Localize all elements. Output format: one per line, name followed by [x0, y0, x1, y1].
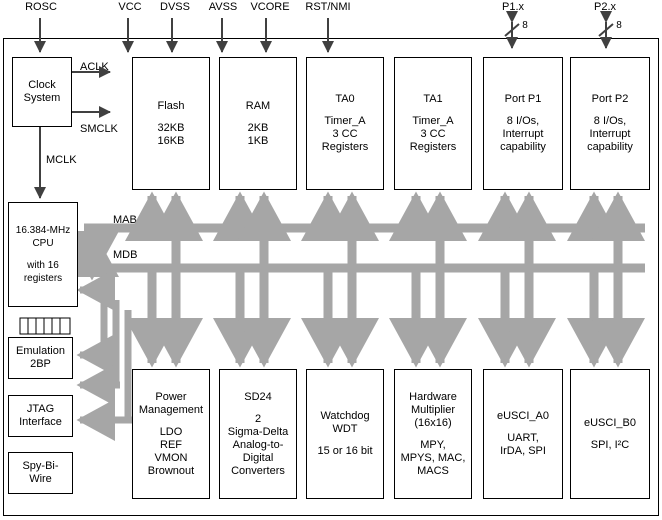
pin-rst-nmi-label: RST/NMI	[305, 1, 351, 13]
block-hardware-multiplier: Hardware Multiplier (16x16) MPY, MPYS, MAC, MACS	[394, 369, 472, 499]
pin-p1x-bus-width: 8	[522, 20, 528, 31]
pin-vcc-label: VCC	[118, 1, 142, 13]
pin-p2x-label: P2.x	[593, 1, 616, 13]
block-ram: RAM 2KB 1KB	[219, 57, 297, 190]
block-sd24: SD24 2 Sigma-Delta Analog-to- Digital Converters	[219, 369, 297, 499]
pin-rosc-label: ROSC	[25, 1, 57, 13]
pin-p2x-bus-width: 8	[616, 20, 622, 31]
bus-label-mdb: MDB	[113, 249, 138, 261]
pin-p1x-label: P1.x	[501, 1, 524, 13]
bus-label-mab: MAB	[113, 214, 137, 226]
block-clock-system: Clock System	[12, 57, 72, 127]
block-port-p2: Port P2 8 I/Os, Interrupt capability	[570, 57, 650, 190]
clock-label-smclk: SMCLK	[80, 123, 118, 135]
clock-label-mclk: MCLK	[46, 154, 77, 166]
block-port-p1: Port P1 8 I/Os, Interrupt capability	[483, 57, 563, 190]
block-flash: Flash 32KB 16KB	[132, 57, 210, 190]
block-eusci-b0: eUSCI_B0 SPI, I²C	[570, 369, 650, 499]
clock-label-aclk: ACLK	[80, 61, 109, 73]
block-emulation: Emulation 2BP	[8, 337, 73, 379]
block-ta1: TA1 Timer_A 3 CC Registers	[394, 57, 472, 190]
block-jtag-interface: JTAG Interface	[8, 395, 73, 437]
block-ta0: TA0 Timer_A 3 CC Registers	[306, 57, 384, 190]
pin-dvss-label: DVSS	[160, 1, 190, 13]
block-spy-bi-wire: Spy-Bi- Wire	[8, 452, 73, 494]
pin-vcore-label: VCORE	[250, 1, 290, 13]
block-eusci-a0: eUSCI_A0 UART, IrDA, SPI	[483, 369, 563, 499]
block-power-management: Power Management LDO REF VMON Brownout	[132, 369, 210, 499]
block-cpu: 16.384-MHz CPU with 16 registers	[8, 202, 78, 307]
pin-avss-label: AVSS	[208, 1, 238, 13]
block-watchdog: Watchdog WDT 15 or 16 bit	[306, 369, 384, 499]
